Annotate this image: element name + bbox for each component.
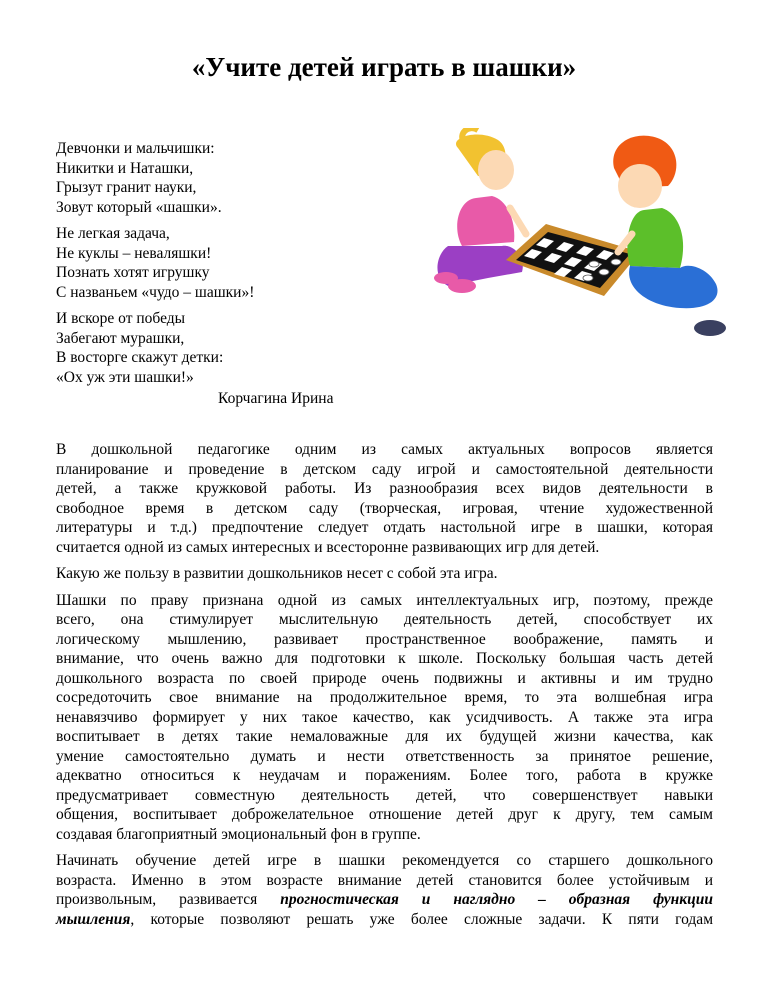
text-line: общения, воспитывает доброжелательное отношение детей друг к другу, тем самым	[56, 806, 713, 823]
text-line: предусматривает совместную деятельность детей, что совершенствует навыки	[56, 786, 713, 804]
text-line: создавая благоприятный эмоциональный фон в группе.	[56, 825, 421, 843]
text-line: Начинать обучение детей игре в шашки рекомендуется со старшего дошкольного	[56, 852, 713, 869]
boy-figure	[613, 136, 726, 336]
poem-line: Не куклы – неваляшки!	[56, 244, 212, 262]
poem-line: Никитки и Наташки,	[56, 159, 194, 177]
text-line	[56, 890, 713, 910]
poem-line: Зовут который «шашки».	[56, 198, 222, 216]
poem-line: Не легкая задача,	[56, 225, 170, 242]
poem-line: Грызут гранит науки,	[56, 179, 197, 196]
poem-line: Девчонки и мальчишки:	[56, 140, 215, 157]
poem-line: В восторге скажут детки:	[56, 349, 224, 366]
text-line: Шашки по праву признана одной из самых интеллектуальных игр, поэтому, прежде	[56, 591, 713, 609]
text-line: планирование и проведение в детском саду игрой и самостоятельной деятельности	[56, 460, 713, 478]
text-line: сосредоточить свое внимание на продолжительное время, то эта волшебная игра	[56, 689, 713, 706]
text-run: , которые позволяют решать уже более сложные задачи. К пяти годам	[130, 910, 713, 928]
text-line: Какую же пользу в развитии дошкольников несет с собой эта игра.	[56, 565, 498, 582]
poem-stanza	[56, 224, 416, 302]
poem-line: «Ох уж эти шашки!»	[56, 368, 194, 386]
children-playing-checkers-illustration	[418, 128, 734, 350]
poem-line: И вскоре от победы	[56, 310, 186, 327]
paragraph	[56, 564, 713, 584]
poem-line: Забегают мурашки,	[56, 329, 185, 347]
text-line: литературы и т.д.) предпочтение следует отдать настольной игре в шашки, которая	[56, 519, 713, 536]
text-line: возраста. Именно в этом возрасте внимание детей становится более устойчивым и	[56, 871, 713, 889]
text-line: умение самостоятельно думать и нести ответственность за принятое решение,	[56, 747, 713, 765]
poem-author: Корчагина Ирина	[218, 390, 334, 407]
girl-figure	[434, 128, 526, 293]
poem	[56, 139, 416, 394]
boy-pants	[629, 266, 717, 309]
text-line: детей, а также кружковой работы. Из разнообразия всех видов деятельности в	[56, 480, 713, 497]
text-line: воспитывает в детях такие немаловажные для их будущей жизни качества, как	[56, 728, 713, 745]
poem-stanza	[56, 139, 416, 217]
text-line: считается одной из самых интересных и всесторонне развивающих игр для детей.	[56, 538, 600, 556]
boy-shirt	[627, 208, 683, 268]
emphasized-text: мышления	[56, 910, 131, 928]
text-line: внимание, что очень важно для подготовки к школе. Поскольку большая часть детей	[56, 650, 713, 667]
emphasized-text: прогностическая и наглядно – образная функции	[280, 891, 713, 908]
text-line: всего, она стимулирует мыслительную деятельность детей, способствует их	[56, 611, 713, 628]
text-line: адекватно относиться к неудачам и поражениям. Более того, работа в кружке	[56, 767, 713, 784]
text-line: ненавязчиво формирует у них такое качество, как усидчивость. А также эта игра	[56, 708, 713, 726]
boy-shoe	[694, 320, 726, 336]
poem-stanza	[56, 309, 416, 387]
text-line: логическому мышлению, развивает пространственное воображение, память и	[56, 630, 713, 648]
paragraph	[56, 440, 713, 557]
text-line: В дошкольной педагогике одним из самых актуальных вопросов является	[56, 441, 713, 458]
girl-shoe	[434, 272, 458, 284]
boy-face	[618, 164, 662, 208]
girl-face	[478, 150, 514, 190]
text-line: дошкольного возраста по своей природе очень подвижны и активны и им трудно	[56, 669, 713, 687]
page-title: «Учите детей играть в шашки»	[191, 52, 577, 82]
paragraph	[56, 591, 713, 845]
paragraph	[56, 851, 713, 929]
poem-line: Познать хотят игрушку	[56, 264, 210, 281]
text-run: произвольным, развивается	[56, 891, 258, 908]
article-body	[56, 440, 713, 936]
poem-line: С названьем «чудо – шашки»!	[56, 283, 255, 301]
text-line	[56, 910, 713, 930]
text-line: свободное время в детском саду (творческая, игровая, чтение художественной	[56, 499, 713, 517]
girl-shirt	[457, 196, 514, 246]
